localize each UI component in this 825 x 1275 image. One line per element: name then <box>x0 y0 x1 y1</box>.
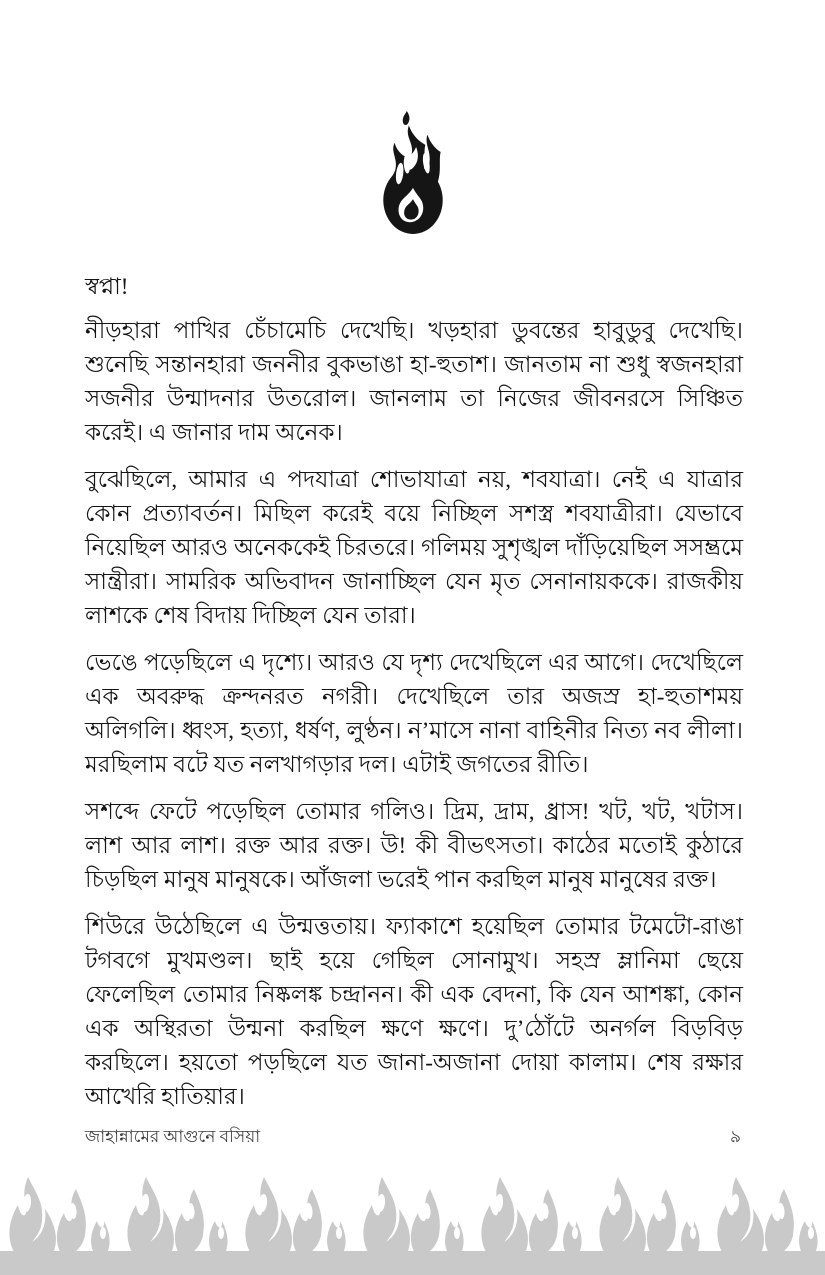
page-footer <box>85 1126 741 1148</box>
paragraph: ভেঙে পড়েছিলে এ দৃশ্যে। আরও যে দৃশ্য দেখেছিলে এর আগে। দেখেছিলে এক অবরুদ্ধ ক্রন্দনরত নগরী। দেখেছিলে তার অজস্র হা-হুতাশময় অলিগলি। ধ্বংস, হত্যা, ধর্ষণ, লুণ্ঠন। ন’মাসে নানা বাহিনীর নিত্য নব লীলা। মরছিলাম বটে যত নলখাগড়ার দল। এটাই জগতের রীতি। <box>85 650 743 777</box>
paragraph: শিউরে উঠেছিলে এ উন্মত্ততায়। ফ্যাকাশে হয়েছিল তোমার টমেটো-রাঙা টগবগে মুখমণ্ডল। ছাই হয়ে গেছিল সোনামুখ। সহস্র ম্লানিমা ছেয়ে ফেলেছিল তোমার নিষ্কলঙ্ক চন্দ্রানন। কী এক বেদনা, কি যেন আশঙ্কা, কোন এক অস্থিরতা উন্মনা করছিল ক্ষণে ক্ষণে। দু’ঠোঁটে অনর্গল বিড়বিড় করছিলে। হয়তো পড়ছিলে যত জানা-অজানা দোয়া কালাম। শেষ রক্ষার আখেরি হাতিয়ার। <box>85 914 743 1109</box>
flame-border-graphic <box>0 1163 825 1275</box>
flame-ornament-icon <box>378 110 448 235</box>
paragraph: বুঝেছিলে, আমার এ পদযাত্রা শোভাযাত্রা নয়, শবযাত্রা। নেই এ যাত্রার কোন প্রত্যাবর্তন। মিছিল করেই বয়ে নিচ্ছিল সশস্ত্র শবযাত্রীরা। যেভাবে নিয়েছিল আরও অনেককেই চিরতরে। গলিময় সুশৃঙ্খল দাঁড়িয়েছিল সসম্ভ্রমে সান্ত্রীরা। সামরিক অভিবাদন জানাচ্ছিল যেন মৃত সেনানায়ককে। রাজকীয় লাশকে শেষ বিদায় দিচ্ছিল যেন তারা। <box>85 467 743 628</box>
footer-book-title: জাহান্নামের আগুনে বসিয়া <box>85 1127 261 1146</box>
page-text-block <box>85 270 743 1127</box>
paragraph: নীড়হারা পাখির চেঁচামেচি দেখেছি। খড়হারা ডুবন্তের হাবুডুবু দেখেছি। শুনেছি সন্তানহারা জননীর বুকভাঙা হা-হুতাশ। জানতাম না শুধু স্বজনহারা সজনীর উন্মাদনার উতরোল। জানলাম তা নিজের জীবনরসে সিঞ্চিত করেই। এ জানার দাম অনেক। <box>85 318 743 445</box>
salutation: স্বপ্না! <box>85 274 129 299</box>
paragraph: সশব্দে ফেটে পড়েছিল তোমার গলিও। দ্রিম, দ্রাম, ধ্রাস! খট, খট, খটাস। লাশ আর লাশ। রক্ত আর রক্ত। উ! কী বীভৎসতা। কাঠের মতোই কুঠারে চিড়ছিল মানুষ মানুষকে। আঁজলা ভরেই পান করছিল মানুষ মানুষের রক্ত। <box>85 799 743 892</box>
footer-page-number: ৯ <box>729 1127 741 1146</box>
